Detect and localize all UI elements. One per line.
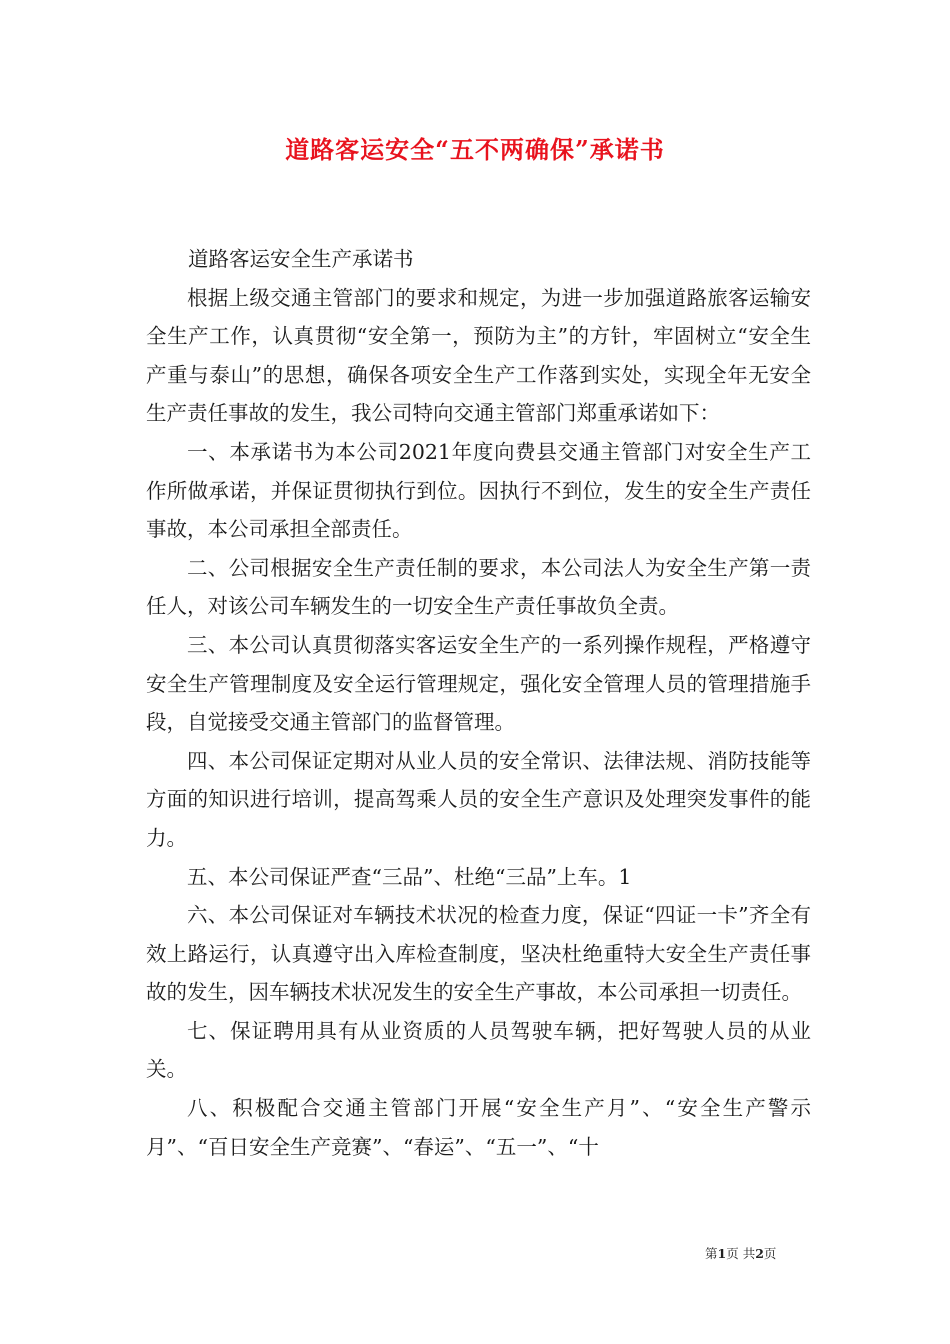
paragraph-item-4: 四、本公司保证定期对从业人员的安全常识、法律法规、消防技能等方面的知识进行培训，提高驾乘人员的安全生产意识及处理突发事件的能力。 — [146, 748, 811, 850]
paragraph-intro: 根据上级交通主管部门的要求和规定，为进一步加强道路旅客运输安全生产工作，认真贯彻“安全第一，预防为主”的方针，牢固树立“安全生产重与泰山”的思想，确保各项安全生产工作落到实处，实现全年无安全生产责任事故的发生，我公司特向交通主管部门郑重承诺如下： — [146, 285, 811, 426]
paragraph-item-1: 一、本承诺书为本公司2021年度向费县交通主管部门对安全生产工作所做承诺，并保证贯彻执行到位。因执行不到位，发生的安全生产责任事故，本公司承担全部责任。 — [146, 439, 811, 542]
footer-middle: 页 共 — [726, 1246, 756, 1261]
document-body — [146, 240, 811, 1166]
paragraph-item-3: 三、本公司认真贯彻落实客运安全生产的一系列操作规程，严格遵守安全生产管理制度及安全运行管理规定，强化安全管理人员的管理措施手段，自觉接受交通主管部门的监督管理。 — [146, 632, 811, 735]
footer-total-pages: 2 — [755, 1246, 764, 1261]
document-subtitle: 道路客运安全生产承诺书 — [188, 247, 414, 271]
paragraph-item-5: 五、本公司保证严查“三品”、杜绝“三品”上车。1 — [187, 864, 632, 889]
document-title: 道路客运安全“五不两确保”承诺书 — [285, 135, 665, 164]
footer-current-page: 1 — [717, 1246, 727, 1261]
paragraph-item-2: 二、公司根据安全生产责任制的要求，本公司法人为安全生产第一责任人，对该公司车辆发生的一切安全生产责任事故负全责。 — [146, 555, 811, 619]
paragraph-item-7: 七、保证聘用具有从业资质的人员驾驶车辆，把好驾驶人员的从业关。 — [146, 1018, 811, 1082]
paragraph-item-8: 八、积极配合交通主管部门开展“安全生产月”、“安全生产警示月”、“百日安全生产竞赛”、“春运”、“五一”、“十 — [146, 1096, 811, 1159]
page-footer — [705, 1244, 825, 1262]
footer-prefix: 第 — [705, 1246, 718, 1261]
footer-suffix: 页 — [763, 1246, 777, 1261]
paragraph-item-6: 六、本公司保证对车辆技术状况的检查力度，保证“四证一卡”齐全有效上路运行，认真遵守出入库检查制度，坚决杜绝重特大安全生产责任事故的发生，因车辆技术状况发生的安全生产事故，本公司承担一切责任。 — [146, 903, 811, 1005]
